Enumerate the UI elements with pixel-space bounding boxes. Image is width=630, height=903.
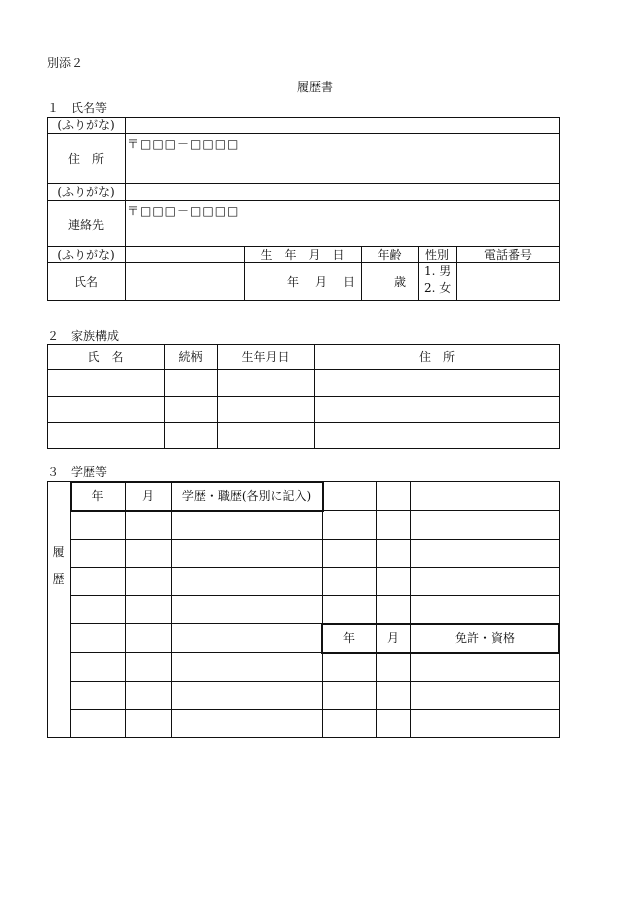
history-side-label-2: 歴 [52,572,65,586]
phone-field[interactable] [457,263,559,300]
contact-postal-template: 〒□□□－□□□□ [127,204,240,218]
contact-field[interactable] [126,201,559,245]
history-row[interactable] [71,653,559,680]
birth-date-units: 年 月 日 [287,275,358,289]
family-header-birthdate: 生年月日 [241,350,290,364]
name-label: 氏名 [73,275,98,289]
history-side-label-1: 履 [52,545,65,559]
age-unit: 歳 [394,275,407,289]
history-row[interactable] [71,568,559,594]
contact-furigana-field[interactable] [126,184,559,199]
history-row[interactable] [71,682,559,708]
birth-date-field[interactable] [245,263,360,300]
family-header-name: 氏 名 [87,350,124,364]
history-row[interactable] [71,511,559,538]
license-month-header: 月 [386,631,399,645]
address-field[interactable] [126,134,559,182]
row-divider [47,246,560,247]
education-header: 学歴・職歴(各別に記入) [181,489,312,503]
address-postal-template: 〒□□□－□□□□ [127,137,240,151]
name-field[interactable] [126,263,243,300]
age-field[interactable] [362,263,417,300]
history-row[interactable] [71,540,559,566]
license-year-header: 年 [342,631,355,645]
furigana-label: (ふりがな) [57,185,115,199]
furigana-label: (ふりがな) [57,248,115,262]
birth-date-header: 生 年 月 日 [260,248,345,262]
gender-option-male[interactable]: 1. 男 [424,264,452,278]
furigana-label: (ふりがな) [57,118,115,132]
name-furigana-field[interactable] [126,247,243,261]
family-row[interactable] [48,423,559,448]
section3-heading: ３ 学歴等 [47,465,108,479]
family-row[interactable] [48,370,559,395]
education-year-header: 年 [91,489,104,503]
section1-heading: １ 氏名等 [47,101,108,115]
section2-heading: ２ 家族構成 [47,329,120,343]
education-month-header: 月 [141,489,154,503]
history-row[interactable] [71,710,559,737]
family-header-address: 住 所 [418,350,455,364]
history-row[interactable] [71,596,559,622]
family-row[interactable] [48,397,559,421]
gender-header: 性別 [424,248,449,262]
gender-option-female[interactable]: 2. 女 [424,281,452,295]
license-header: 免許・資格 [454,631,515,645]
contact-label: 連絡先 [67,218,104,232]
family-header-relationship: 続柄 [178,350,203,364]
page-title: 履歴書 [296,80,333,94]
history-row[interactable] [71,624,321,651]
age-header: 年齢 [377,248,402,262]
address-label: 住 所 [67,152,104,166]
attachment-label: 別添２ [47,56,84,70]
address-furigana-field[interactable] [126,118,559,132]
phone-header: 電話番号 [483,248,532,262]
